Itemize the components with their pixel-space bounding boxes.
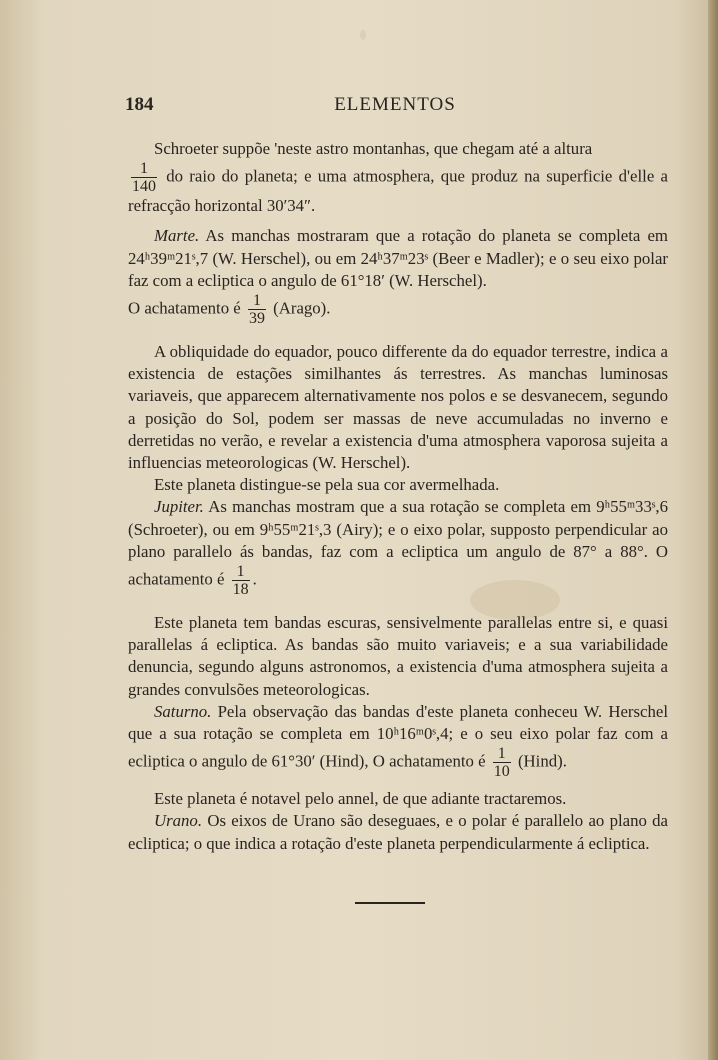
paragraph-text: Este planeta tem bandas escuras, sensivelmente parallelas entre si, e quasi parallelas á ecliptica. As bandas são muito variaveis; e a sua variabilidade denuncia, segundo alguns astronomos, a existencia d'uma atmosphera sujeita a grandes convulsões meteorologicas. bbox=[128, 613, 668, 699]
planet-name-jupiter: Jupiter. bbox=[154, 497, 204, 517]
paragraph-obliquidade bbox=[128, 341, 668, 474]
paragraph-schroeter bbox=[128, 138, 668, 160]
section-divider bbox=[355, 902, 425, 904]
paragraph-text: Os eixos de Urano são deseguaes, e o polar é parallelo ao plano da ecliptica; o que indica a rotação d'este planeta perpendicularmente á ecliptica. bbox=[128, 811, 668, 853]
paragraph-urano bbox=[128, 810, 668, 854]
ink-speck bbox=[360, 30, 366, 40]
running-head: ELEMENTOS bbox=[334, 94, 456, 115]
fraction: $\frac{1}{18}$ bbox=[232, 563, 249, 599]
page-header bbox=[125, 92, 665, 120]
planet-name-saturno: Saturno. bbox=[154, 701, 212, 721]
paragraph-atmosphere bbox=[128, 160, 668, 217]
page-number: 184 bbox=[125, 94, 154, 115]
paragraph-text: As manchas mostraram que a rotação do planeta se completa em 24ʰ39ᵐ21ˢ,7 (W. Herschel), ou em 24ʰ37ᵐ23ˢ (Beer e Madler); e o seu eixo polar faz com a ecliptica o angulo de 61°18′ (W. Herschel). bbox=[128, 226, 668, 290]
page-body bbox=[128, 138, 668, 855]
paragraph-text: do raio do planeta; e uma atmosphera, que produz na superficie d'elle a refracção horizontal 30′34″. bbox=[128, 166, 668, 216]
planet-name-marte: Marte. bbox=[154, 226, 200, 246]
paragraph-text: Este planeta é notavel pelo annel, de que adiante tractaremos. bbox=[154, 789, 567, 809]
fraction: $\frac{1}{10}$ bbox=[493, 745, 510, 781]
paragraph-saturno: Saturno. Pela observação das bandas d'este planeta conheceu W. Herschel que a sua rotação se completa em 10ʰ16ᵐ0ˢ,4; e o seu eixo polar faz com a ecliptica o angulo de 61°30′ (Hind), O achatamento é $\frac{1}{10}$ (Hind). bbox=[128, 701, 668, 781]
paragraph-bandas bbox=[128, 612, 668, 701]
fraction: $\frac{1}{39}$ bbox=[248, 292, 265, 328]
paragraph-marte-flattening: O achatamento é $\frac{1}{39}$ (Arago). bbox=[128, 292, 331, 328]
paragraph-annel bbox=[128, 788, 668, 810]
paragraph-text: Schroeter suppõe 'neste astro montanhas, que chegam até a altura bbox=[154, 139, 593, 158]
paragraph-text: A obliquidade do equador, pouco differente da do equador terrestre, indica a existencia de estações similhantes ás terrestres. As manchas luminosas variaveis, que apparecem alternativamente nos polos e se desvanecem, segundo a posição do Sol, podem ser massas de neve accumuladas no inverno e derretidas no verão, e revelar a existencia d'uma atmosphera vaporosa sujeita a influencias meteorologicas (W. Herschel). bbox=[128, 342, 668, 473]
paragraph-text: Pela observação das bandas d'este planeta conheceu W. Herschel que a sua rotação se completa em 10ʰ16ᵐ0ˢ,4; e o seu eixo polar faz com a ecliptica o angulo de 61°30′ (Hind), O achatamento é bbox=[128, 701, 668, 771]
paragraph-jupiter: Jupiter. As manchas mostram que a sua rotação se completa em 9ʰ55ᵐ33ˢ,6 (Schroeter), ou em 9ʰ55ᵐ21ˢ,3 (Airy); e o eixo polar, supposto perpendicular ao plano parallelo ás bandas, faz com a ecliptica um angulo de 87° a 88°. O achatamento é $\frac{1}{18}$ . bbox=[128, 497, 668, 599]
planet-name-urano: Urano. bbox=[154, 811, 203, 831]
paragraph-marte bbox=[128, 225, 668, 292]
paragraph-text: Este planeta distingue-se pela sua cor avermelhada. bbox=[154, 475, 500, 495]
fraction: $\frac{1}{140}$ bbox=[132, 160, 156, 196]
paragraph-cor bbox=[128, 474, 668, 496]
paragraph-text: As manchas mostram que a sua rotação se completa em 9ʰ55ᵐ33ˢ,6 (Schroeter), ou em 9ʰ55ᵐ21ˢ,3 (Airy); e o eixo polar, supposto perpendicular ao plano parallelo ás bandas, faz com a ecliptica um angulo de 87° a 88°. O achatamento é bbox=[128, 497, 668, 589]
page-edge bbox=[708, 0, 718, 1060]
